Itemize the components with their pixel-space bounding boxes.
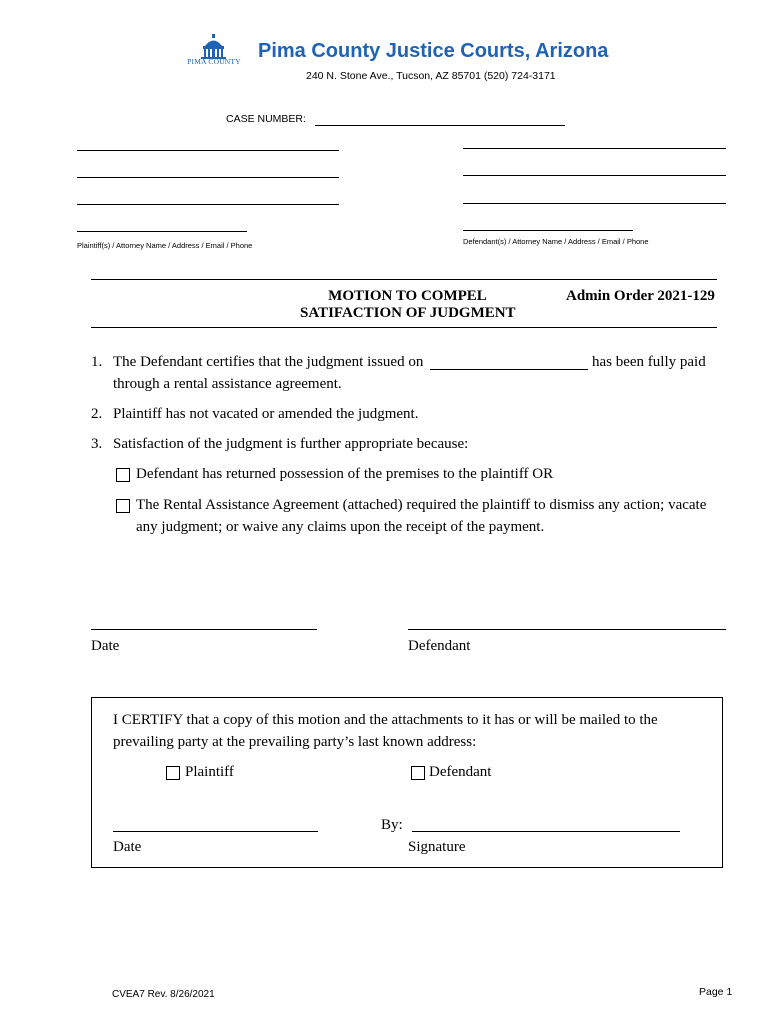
defendant-caption: Defendant(s) / Attorney Name / Address / Email / Phone [463,237,649,246]
title-top-rule [91,279,717,280]
date-signature-line[interactable] [91,629,317,630]
plaintiff-line-3[interactable] [77,204,339,205]
defendant-label: Defendant [408,638,471,654]
date-label: Date [91,638,120,654]
certify-signature-line[interactable] [412,831,680,832]
defendant-signature-line[interactable] [408,629,726,630]
plaintiff-line-4[interactable] [77,231,247,232]
plaintiff-line-1[interactable] [77,150,339,151]
option-2-text-b: any judgment; or waive any claims upon the receipt of the payment. [136,519,545,535]
judgment-date-field[interactable] [430,369,588,370]
item-1-text-b: has been fully paid [592,354,706,370]
option-1-text: Defendant has returned possession of the premises to the plaintiff OR [136,466,554,482]
item-1-text-a: The Defendant certifies that the judgment issued on [113,354,424,370]
case-number-label: CASE NUMBER: [226,113,306,125]
page-number: Page 1 [699,986,733,998]
item-2-number: 2. [91,406,103,422]
certify-text-a: I CERTIFY that a copy of this motion and the attachments to it has or will be mailed to the [113,712,658,728]
plaintiff-caption: Plaintiff(s) / Attorney Name / Address / Email / Phone [77,241,253,250]
admin-order: Admin Order 2021-129 [566,288,715,304]
plaintiff-option-label: Plaintiff [185,764,234,780]
court-address: 240 N. Stone Ave., Tucson, AZ 85701 (520) 724-3171 [306,70,556,82]
title-line-2: SATIFACTION OF JUDGMENT [300,305,516,321]
certify-by-label: By: [381,817,403,833]
defendant-line-1[interactable] [463,148,726,149]
logo-text: PIMA COUNTY [187,57,241,66]
case-number-field[interactable] [315,125,565,126]
possession-returned-checkbox[interactable] [116,468,130,482]
defendant-checkbox[interactable] [411,766,425,780]
plaintiff-checkbox[interactable] [166,766,180,780]
plaintiff-line-2[interactable] [77,177,339,178]
defendant-option-label: Defendant [429,764,492,780]
defendant-line-3[interactable] [463,203,726,204]
form-id: CVEA7 Rev. 8/26/2021 [112,989,215,1000]
title-line-1: MOTION TO COMPEL [328,288,487,304]
title-bottom-rule [91,327,717,328]
item-2-text: Plaintiff has not vacated or amended the judgment. [113,406,419,422]
item-3-text: Satisfaction of the judgment is further appropriate because: [113,436,469,452]
defendant-line-2[interactable] [463,175,726,176]
certify-signature-label: Signature [408,839,466,855]
rental-assistance-checkbox[interactable] [116,499,130,513]
certify-date-label: Date [113,839,142,855]
item-1-text-c: through a rental assistance agreement. [113,376,342,392]
option-2-text-a: The Rental Assistance Agreement (attached) required the plaintiff to dismiss any action; vacate [136,497,707,513]
court-name: Pima County Justice Courts, Arizona [258,40,609,62]
court-logo [183,33,245,67]
certify-date-line[interactable] [113,831,318,832]
defendant-line-4[interactable] [463,230,633,231]
item-3-number: 3. [91,436,103,452]
certify-text-b: prevailing party at the prevailing party’s last known address: [113,734,477,750]
item-1-number: 1. [91,354,103,370]
